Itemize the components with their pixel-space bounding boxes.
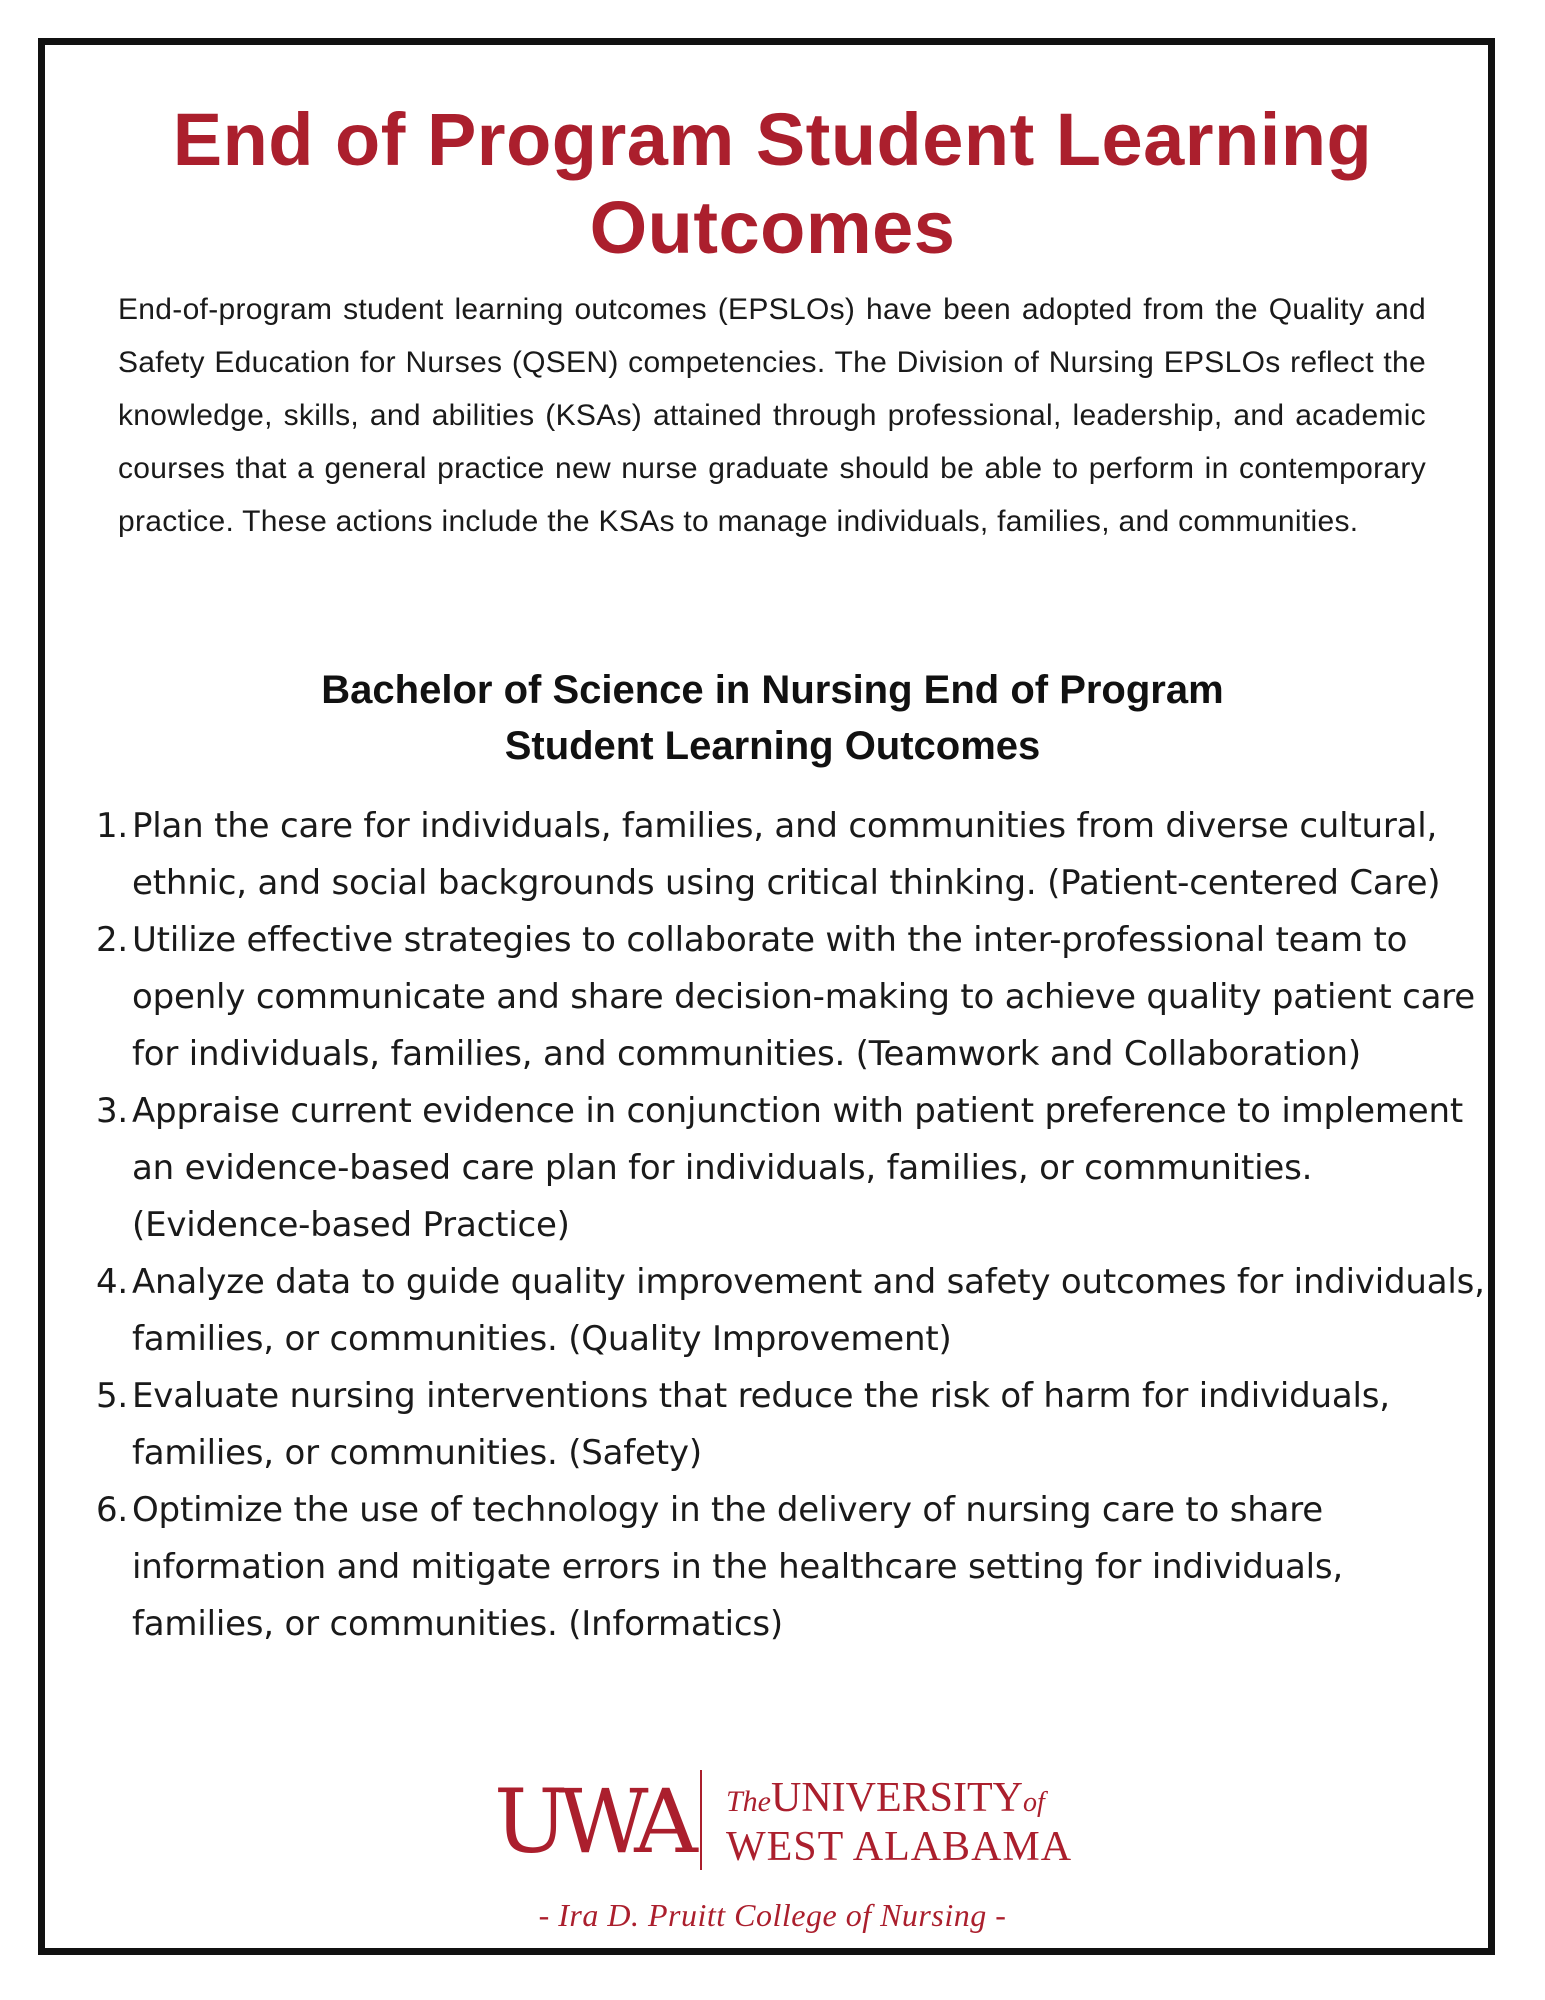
outcome-text: Analyze data to guide quality improvement and safety outcomes for individuals, families, or communities. (Quality Improvement) xyxy=(132,1262,1485,1359)
outcome-item xyxy=(90,1368,1490,1482)
outcome-item xyxy=(90,1083,1490,1254)
outcome-text: Plan the care for individuals, families, and communities from diverse cultural, ethnic, and social backgrounds using critical thinking. (Patient-centered Care) xyxy=(132,806,1441,903)
outcome-number: 3. xyxy=(96,1091,129,1131)
logo-the: The xyxy=(726,1785,771,1818)
uwa-logo-mark: UWA xyxy=(494,1770,688,1873)
outcome-text: Utilize effective strategies to collaborate with the inter-professional team to openly communicate and share decision-making to achieve quality patient care for individuals, families, and communities. (Teamwork and Collaboration) xyxy=(132,920,1475,1074)
outcome-item xyxy=(90,1482,1490,1653)
logo-wordmark xyxy=(726,1776,1072,1869)
outcomes-list xyxy=(90,798,1490,1653)
outcome-number: 1. xyxy=(96,806,129,846)
outcome-text: Appraise current evidence in conjunction with patient preference to implement an evidence-based care plan for individuals, families, or communities. (Evidence-based Practice) xyxy=(132,1091,1464,1245)
page-title xyxy=(60,96,1485,272)
outcome-number: 4. xyxy=(96,1262,129,1302)
logo-university: UNIVERSITY xyxy=(771,1775,1023,1821)
university-logo xyxy=(0,1770,1545,1873)
outcome-item xyxy=(90,912,1490,1083)
logo-wordmark-line2: WEST ALABAMA xyxy=(726,1824,1073,1870)
page-title-line2: Outcomes xyxy=(589,186,956,269)
section-heading-line1: Bachelor of Science in Nursing End of Program xyxy=(321,668,1224,712)
outcome-number: 6. xyxy=(96,1490,129,1530)
outcome-item xyxy=(90,1254,1490,1368)
outcome-text: Evaluate nursing interventions that reduce the risk of harm for individuals, families, or communities. (Safety) xyxy=(132,1376,1390,1473)
logo-divider xyxy=(700,1770,702,1870)
outcome-text: Optimize the use of technology in the delivery of nursing care to share information and mitigate errors in the healthcare setting for individuals, families, or communities. (Informatics) xyxy=(132,1490,1343,1644)
section-heading-line2: Student Learning Outcomes xyxy=(504,724,1041,768)
logo-of: of xyxy=(1022,1787,1045,1818)
section-heading xyxy=(120,662,1425,774)
logo-wordmark-line1 xyxy=(726,1776,1072,1825)
page-title-line1: End of Program Student Learning xyxy=(172,98,1373,181)
outcome-number: 2. xyxy=(96,920,129,960)
outcome-item xyxy=(90,798,1490,912)
college-name: - Ira D. Pruitt College of Nursing - xyxy=(538,1897,1007,1933)
intro-paragraph: End-of-program student learning outcomes (EPSLOs) have been adopted from the Quality and Safety Education for Nurses (QSEN) competencies. The Division of Nursing EPSLOs reflect the knowledge, skills, and abilities (KSAs) attained through professional, leadership, and academic courses that a general practice new nurse graduate should be able to perform in contemporary practice. These actions include the KSAs to manage individuals, families, and communities. xyxy=(118,293,1426,538)
outcome-number: 5. xyxy=(96,1376,129,1416)
